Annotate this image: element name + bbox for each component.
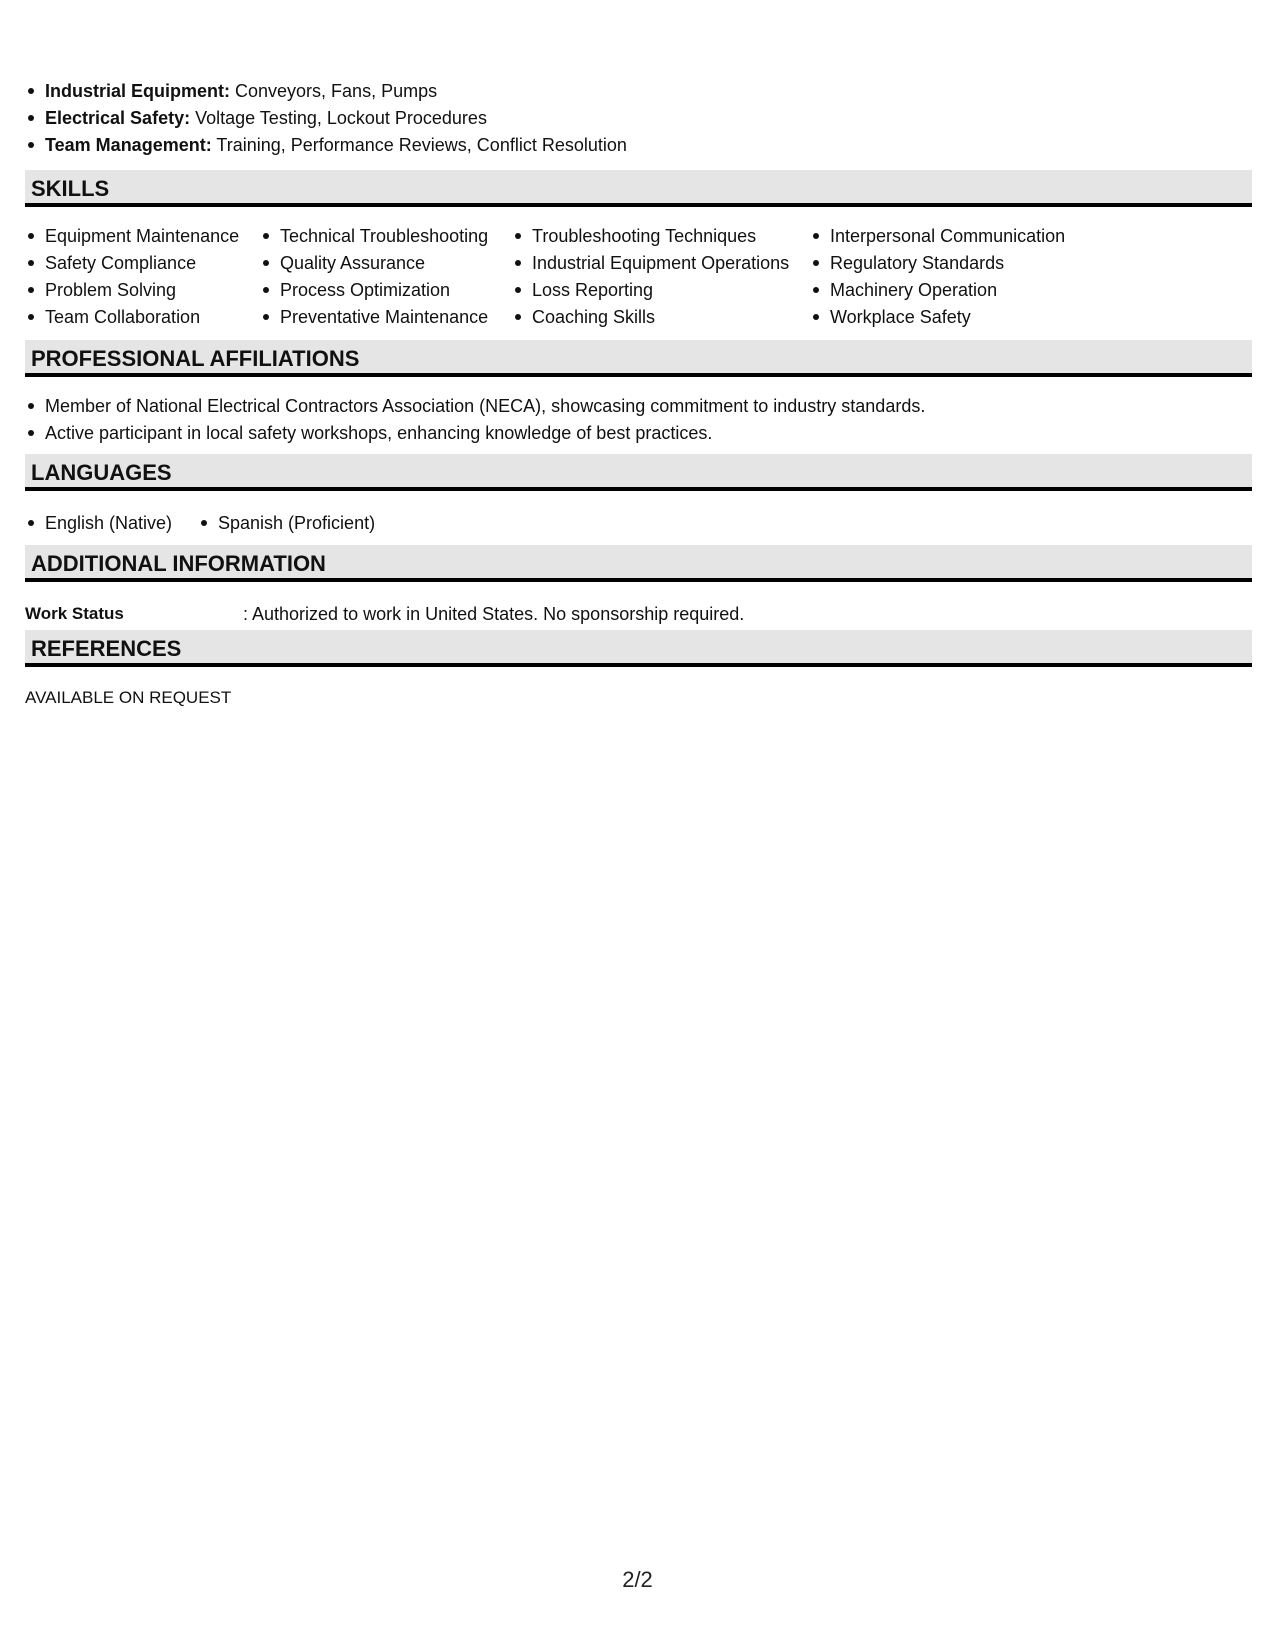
list-item xyxy=(25,78,627,105)
skill-item: Machinery Operation xyxy=(810,277,1065,304)
work-status-row xyxy=(25,601,1252,627)
skills-column xyxy=(260,223,488,331)
item-text: Conveyors, Fans, Pumps xyxy=(230,81,438,101)
section-title: LANGUAGES xyxy=(31,460,172,485)
language-item: Spanish (Proficient) xyxy=(198,510,375,537)
section-title: SKILLS xyxy=(31,176,110,201)
skills-section-header xyxy=(25,170,1252,207)
skill-item: Technical Troubleshooting xyxy=(260,223,488,250)
references-text: AVAILABLE ON REQUEST xyxy=(25,688,232,707)
skills-column xyxy=(25,223,239,331)
skill-item: Industrial Equipment Operations xyxy=(512,250,789,277)
skill-item: Quality Assurance xyxy=(260,250,488,277)
language-item: English (Native) xyxy=(25,510,172,537)
skill-item: Workplace Safety xyxy=(810,304,1065,331)
skill-item: Process Optimization xyxy=(260,277,488,304)
page-number: 2/2 xyxy=(622,1567,653,1592)
skill-item: Interpersonal Communication xyxy=(810,223,1065,250)
skill-item: Problem Solving xyxy=(25,277,239,304)
expertise-list xyxy=(25,78,627,159)
skill-item: Preventative Maintenance xyxy=(260,304,488,331)
item-label: Electrical Safety: xyxy=(45,108,191,128)
skills-column xyxy=(512,223,789,331)
affiliation-item: Active participant in local safety workshops, enhancing knowledge of best practices. xyxy=(25,420,925,447)
skill-item: Regulatory Standards xyxy=(810,250,1065,277)
section-title: REFERENCES xyxy=(31,636,182,661)
list-item xyxy=(25,105,627,132)
skill-item: Troubleshooting Techniques xyxy=(512,223,789,250)
item-text: Training, Performance Reviews, Conflict Resolution xyxy=(211,135,627,155)
skill-item: Loss Reporting xyxy=(512,277,789,304)
skills-column xyxy=(810,223,1065,331)
affiliation-item: Member of National Electrical Contractors Association (NECA), showcasing commitment to industry standards. xyxy=(25,393,925,420)
skill-item: Safety Compliance xyxy=(25,250,239,277)
affiliations-section-header xyxy=(25,340,1252,377)
section-title: PROFESSIONAL AFFILIATIONS xyxy=(31,346,360,371)
item-text: Voltage Testing, Lockout Procedures xyxy=(190,108,487,128)
skill-item: Coaching Skills xyxy=(512,304,789,331)
item-label: Team Management: xyxy=(45,135,212,155)
references-section-header xyxy=(25,630,1252,667)
affiliations-list xyxy=(25,393,925,447)
skill-item: Team Collaboration xyxy=(25,304,239,331)
skill-item: Equipment Maintenance xyxy=(25,223,239,250)
work-status-label: Work Status xyxy=(25,604,124,623)
item-label: Industrial Equipment: xyxy=(45,81,231,101)
list-item xyxy=(25,132,627,159)
languages-section-header xyxy=(25,454,1252,491)
section-title: ADDITIONAL INFORMATION xyxy=(31,551,326,576)
work-status-value: : Authorized to work in United States. No sponsorship required. xyxy=(243,604,745,624)
additional-info-section-header xyxy=(25,545,1252,582)
